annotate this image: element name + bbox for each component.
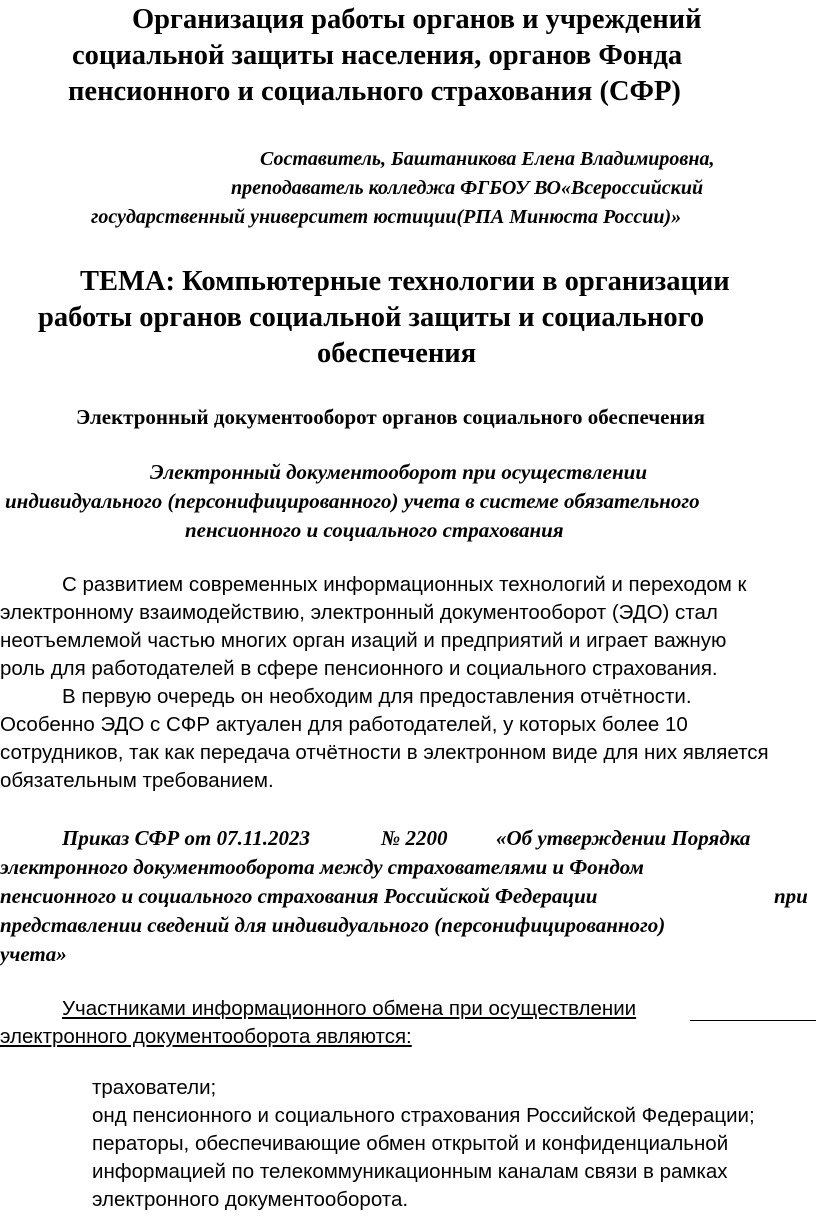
list-item-2: онд пенсионного и социального страхования Российской Федерации; — [92, 1104, 755, 1127]
author-line-1: Составитель, Баштаникова Елена Владимировна, — [260, 148, 715, 170]
order-line-2: электронного документооборота между страхователями и Фондом — [0, 855, 644, 879]
participants-underline-extension — [690, 1020, 816, 1021]
paragraph-2-line-4: обязательным требованием. — [0, 769, 274, 792]
document-title-line-2: социальной защиты населения, органов Фонда — [72, 40, 683, 71]
author-line-3: государственный университет юстиции(РПА Минюста России)» — [91, 206, 682, 228]
order-line-3: пенсионного и социального страхования Российской Федерации — [0, 884, 598, 908]
order-line-5: учета» — [0, 942, 67, 966]
order-title-part-1: Приказ СФР от 07.11.2023 — [62, 826, 310, 850]
subsection-line-2: индивидуального (персонифицированного) учета в системе обязательного — [5, 489, 700, 513]
order-line-3-end: при — [774, 884, 808, 908]
paragraph-2-line-2: Особенно ЭДО с СФР актуален для работодателей, у которых более 10 — [0, 713, 688, 736]
paragraph-2-line-1: В первую очередь он необходим для предоставления отчётности. — [62, 685, 692, 708]
section-heading: Электронный документооборот органов социального обеспечения — [76, 405, 706, 429]
subsection-line-1: Электронный документооборот при осуществлении — [150, 460, 648, 484]
theme-line-1: ТЕМА: Компьютерные технологии в организации — [80, 266, 730, 297]
paragraph-1-line-3: неотъемлемой частью многих орган изаций и предприятий и играет важную — [0, 629, 727, 652]
list-item-1: трахователи; — [92, 1076, 217, 1099]
paragraph-1-line-4: роль для работодателей в сфере пенсионного и социального страхования. — [0, 657, 718, 680]
list-item-3-continued: информацией по телекоммуникационным каналам связи в рамках — [92, 1160, 728, 1183]
paragraph-1-line-2: электронному взаимодействию, электронный документооборот (ЭДО) стал — [0, 601, 718, 624]
participants-line-2: электронного документооборота являются: — [0, 1025, 412, 1048]
paragraph-1-line-1: С развитием современных информационных технологий и переходом к — [62, 573, 747, 596]
document-title-line-1: Организация работы органов и учреждений — [132, 4, 702, 35]
theme-line-3: обеспечения — [317, 338, 477, 369]
order-line-4: представлении сведений для индивидуального (персонифицированного) — [0, 913, 666, 937]
list-item-3-end: электронного документооборота. — [92, 1188, 409, 1211]
subsection-line-3: пенсионного и социального страхования — [185, 518, 564, 542]
author-line-2: преподаватель колледжа ФГБОУ ВО«Всероссийский — [231, 177, 704, 199]
order-title-part-2: «Об утверждении Порядка — [496, 826, 751, 850]
participants-line-1: Участниками информационного обмена при осуществлении — [62, 997, 637, 1020]
theme-line-2: работы органов социальной защиты и социального — [38, 302, 705, 333]
document-title-line-3: пенсионного и социального страхования (СФР) — [68, 76, 681, 107]
paragraph-2-line-3: сотрудников, так как передача отчётности в электронном виде для них является — [0, 741, 769, 764]
order-number: № 2200 — [381, 826, 448, 850]
list-item-3: ператоры, обеспечивающие обмен открытой и конфиденциальной — [92, 1132, 729, 1155]
